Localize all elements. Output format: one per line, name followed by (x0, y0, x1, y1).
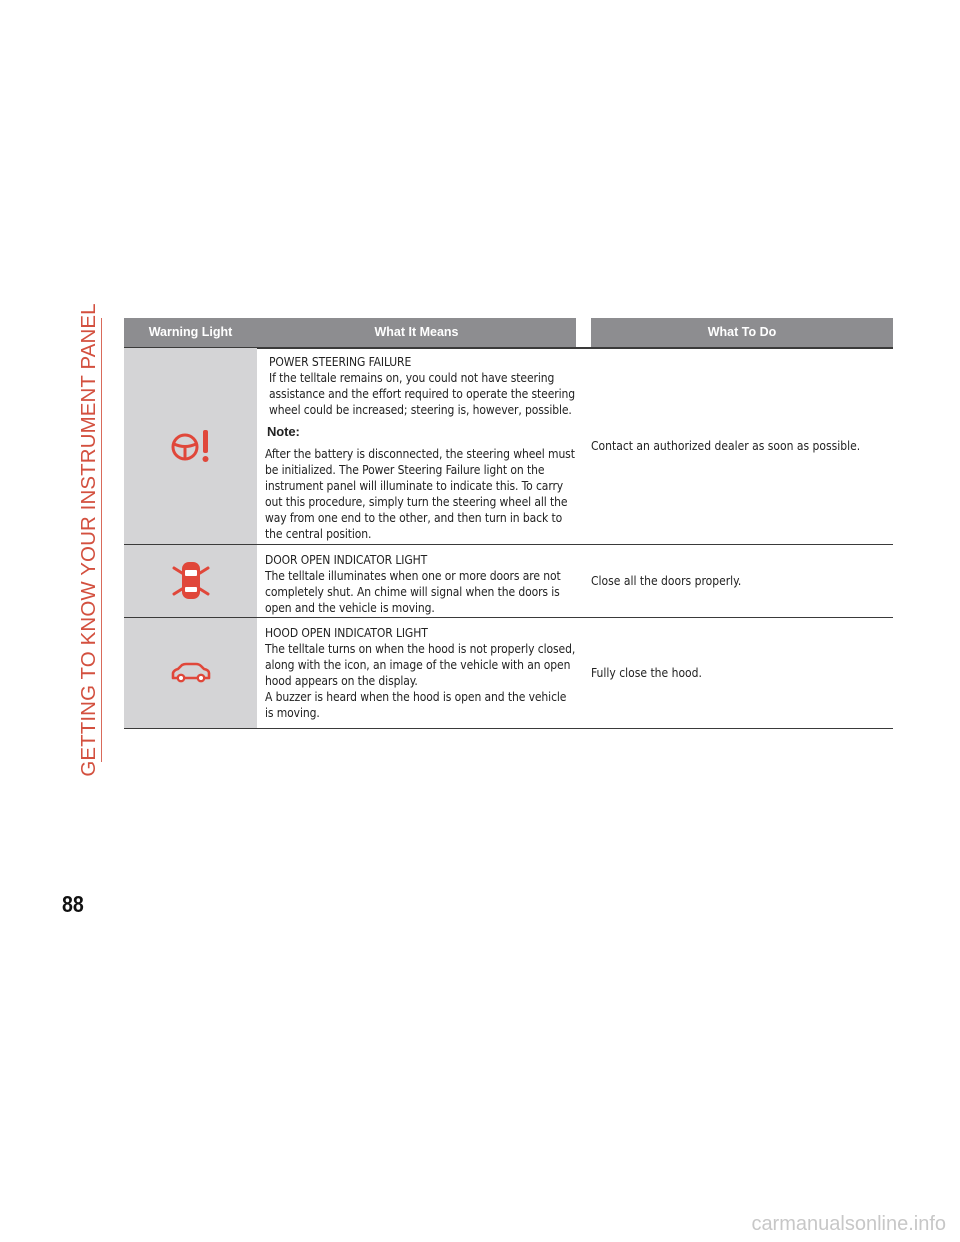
light-description: The telltale illuminates when one or more doors are not completely shut. An chime will signal when the doors is open and the vehicle is moving. (265, 569, 561, 615)
meaning-cell (265, 618, 576, 727)
light-description-extra: A buzzer is heard when the hood is open and the vehicle is moving. (265, 690, 567, 720)
light-description: If the telltale remains on, you could not have steering assistance and the effort required to operate the steering wheel could be increased; steering is, however, possible. (269, 371, 575, 417)
header-warning-light: Warning Light (124, 318, 257, 347)
meaning-cell (265, 545, 576, 622)
note-text: After the battery is disconnected, the steering wheel must be initialized. The Power Steering Failure light on the instrument panel will illuminate to indicate this. To carry out this procedure, simply turn the steering wheel all the way from one end to the other, and then turn in back to the central position. (265, 447, 575, 541)
note-label: Note: (267, 424, 300, 439)
action-text: Close all the doors properly. (591, 574, 742, 588)
header-what-it-means: What It Means (257, 318, 576, 347)
warning-lights-table (124, 318, 893, 729)
action-text: Contact an authorized dealer as soon as possible. (591, 439, 861, 453)
warning-light-cell (124, 545, 257, 617)
warning-light-cell (124, 348, 257, 544)
table-row (124, 348, 893, 545)
light-title: DOOR OPEN INDICATOR LIGHT (265, 553, 428, 567)
light-title: HOOD OPEN INDICATOR LIGHT (265, 626, 428, 640)
table-row (124, 545, 893, 618)
header-what-to-do: What To Do (591, 318, 893, 347)
section-title-text: GETTING TO KNOW YOUR INSTRUMENT PANEL (77, 303, 100, 777)
action-cell (591, 545, 891, 617)
watermark: carmanualsonline.info (751, 1213, 946, 1235)
light-description: The telltale turns on when the hood is not properly closed, along with the icon, an image of the vehicle with an open hood appears on the display. (265, 642, 576, 688)
section-divider (101, 318, 102, 762)
hood-open-icon (169, 661, 213, 685)
page-number: 88 (62, 891, 84, 917)
steering-failure-icon (167, 424, 215, 468)
action-cell (591, 618, 891, 728)
table-header (124, 318, 893, 348)
action-text: Fully close the hood. (591, 666, 702, 680)
warning-light-cell (124, 618, 257, 728)
door-open-icon (171, 559, 211, 603)
light-title: POWER STEERING FAILURE (269, 355, 412, 369)
meaning-cell (265, 348, 576, 548)
action-cell (591, 348, 891, 544)
table-row (124, 618, 893, 729)
